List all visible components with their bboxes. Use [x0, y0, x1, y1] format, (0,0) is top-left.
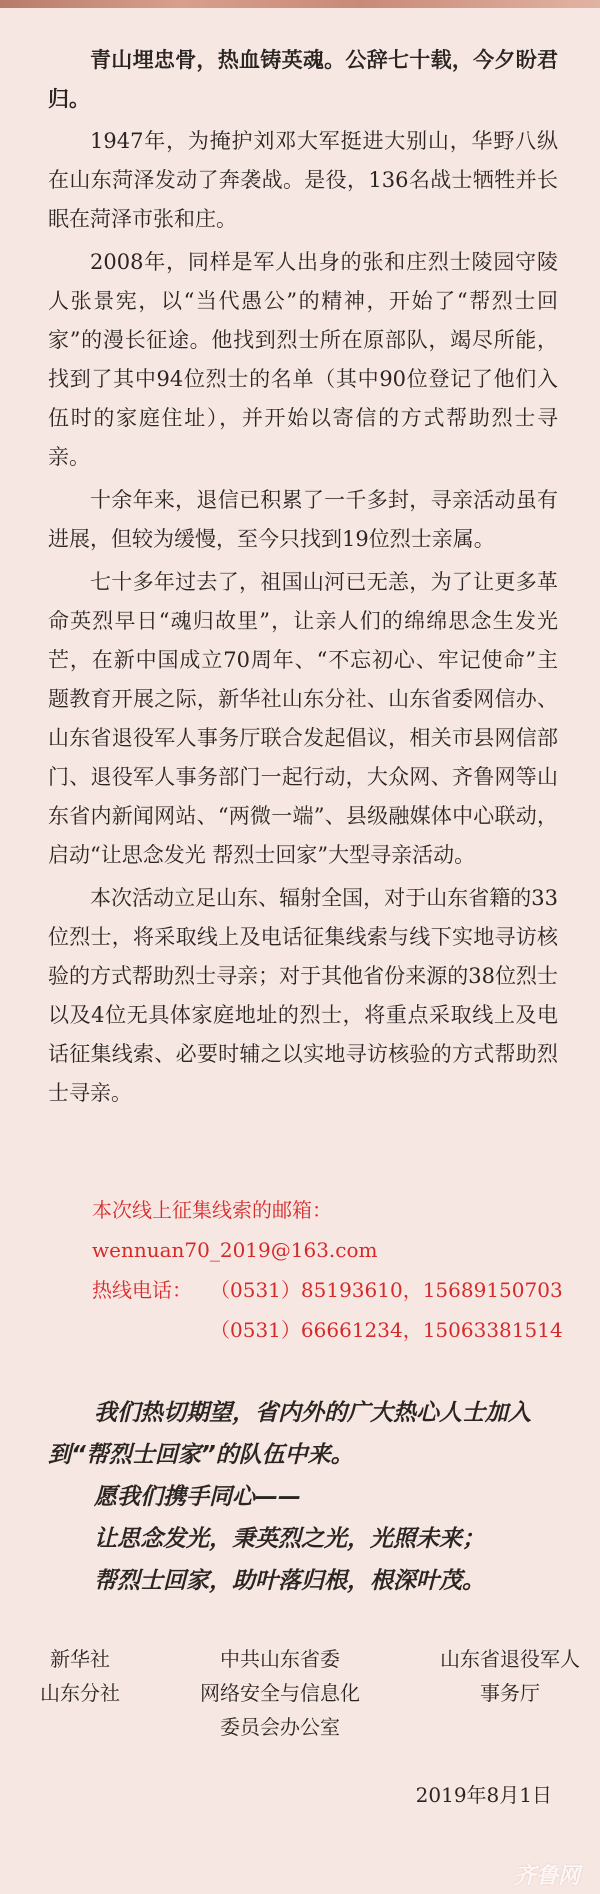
paragraph-initiative: 七十多年过去了，祖国山河已无恙，为了让更多革命英烈早日“魂归故里”，让亲人们的绵绵思念生发光芒，在新中国成立70周年、“不忘初心、牢记使命”主题教育开展之际，新华社山东分社、山东省委网信办、山东省退役军人事务厅联合发起倡议，相关市县网信部门、退役军人事务部门一起行动，大众网、齐鲁网等山东省内新闻网站、“两微一端”、县级融媒体中心联动，启动“让思念发光 帮烈士回家”大型寻亲活动。 [48, 570, 558, 867]
signature-line: 网络安全与信息化 [200, 1681, 360, 1705]
signature-line: 山东省退役军人 [440, 1647, 580, 1671]
signature-line: 中共山东省委 [220, 1647, 340, 1671]
slogan-line-4: 让思念发光，秉英烈之光，光照未来； [94, 1526, 485, 1552]
signature-veterans-dept [440, 1642, 580, 1744]
hotline-row [92, 1270, 572, 1310]
top-banner-strip [0, 0, 600, 8]
hotline-number-1[interactable]: （0531）85193610，15689150703 [210, 1278, 563, 1302]
email-label: 本次线上征集线索的邮箱： [92, 1198, 332, 1222]
article-body [48, 40, 558, 1117]
closing-slogan [48, 1392, 568, 1602]
signature-cyberspace-office [200, 1642, 360, 1744]
signatures [40, 1642, 580, 1744]
publish-date: 2019年8月1日 [415, 1783, 552, 1807]
signature-line: 委员会办公室 [220, 1715, 340, 1739]
hotline-number-2[interactable]: （0531）66661234，15063381514 [210, 1318, 563, 1342]
signature-line: 事务厅 [480, 1681, 540, 1705]
paragraph-progress: 十余年来，退信已积累了一千多封，寻亲活动虽有进展，但较为缓慢，至今只找到19位烈士亲属。 [48, 488, 558, 551]
slogan-line-1: 我们热切期望，省内外的广大热心人士加入 [94, 1400, 531, 1426]
slogan-line-2: 到“帮烈士回家”的队伍中来。 [48, 1442, 354, 1468]
site-watermark: 齐鲁网 [513, 1864, 580, 1889]
email-address[interactable]: wennuan70_2019@163.com [92, 1238, 378, 1262]
paragraph-method: 本次活动立足山东、辐射全国，对于山东省籍的33位烈士，将采取线上及电话征集线索与线下实地寻访核验的方式帮助烈士寻亲；对于其他省份来源的38位烈士以及4位无具体家庭地址的烈士，将重点采取线上及电话征集线索、必要时辅之以实地寻访核验的方式帮助烈士寻亲。 [48, 886, 558, 1105]
slogan-line-3: 愿我们携手同心—— [94, 1484, 301, 1510]
paragraph-history: 1947年，为掩护刘邓大军挺进大别山，华野八纵在山东菏泽发动了奔袭战。是役，136名战士牺牲并长眠在菏泽市张和庄。 [48, 129, 558, 231]
contact-block [92, 1190, 572, 1350]
paragraph-guardian: 2008年，同样是军人出身的张和庄烈士陵园守陵人张景宪，以“当代愚公”的精神，开始了“帮烈士回家”的漫长征途。他找到烈士所在原部队，竭尽所能，找到了其中94位烈士的名单（其中90位登记了他们入伍时的家庭住址），并开始以寄信的方式帮助烈士寻亲。 [48, 250, 558, 469]
lead-paragraph: 青山埋忠骨，热血铸英魂。公辞七十载，今夕盼君归。 [48, 47, 558, 111]
slogan-line-5: 帮烈士回家，助叶落归根，根深叶茂。 [94, 1568, 485, 1594]
signature-line: 新华社 [50, 1647, 110, 1671]
hotline-label: 热线电话： [92, 1278, 192, 1302]
signature-line: 山东分社 [40, 1681, 120, 1705]
signature-xinhua [40, 1642, 120, 1744]
